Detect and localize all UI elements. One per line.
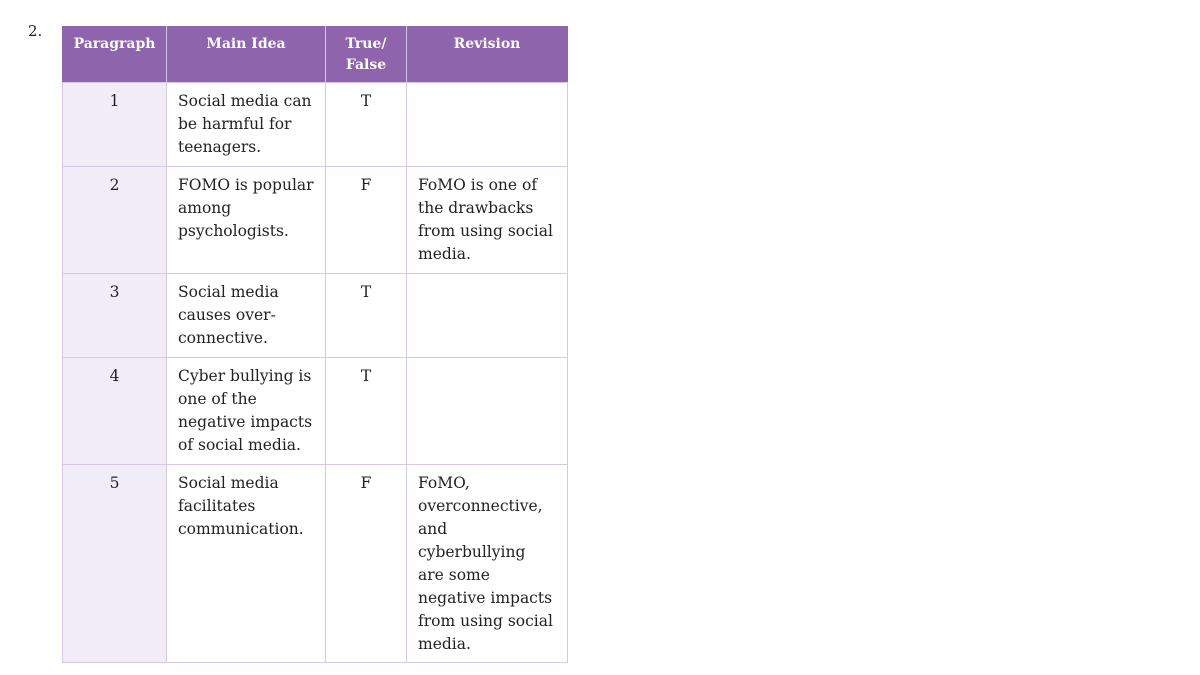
paragraph-cell: 4: [63, 357, 167, 464]
paragraph-cell: 5: [63, 464, 167, 662]
header-true-false: [326, 26, 407, 82]
true-false-cell: F: [326, 464, 407, 662]
question-number: 2.: [28, 22, 43, 40]
main-idea-cell: Social media causes over-connective.: [167, 273, 326, 357]
answer-table: [62, 26, 568, 663]
header-row: [63, 26, 568, 82]
paragraph-cell: 1: [63, 82, 167, 166]
header-revision: Revision: [407, 26, 568, 82]
true-false-cell: T: [326, 273, 407, 357]
main-idea-cell: Social media can be harmful for teenagers.: [167, 82, 326, 166]
revision-cell: [407, 82, 568, 166]
revision-cell: [407, 357, 568, 464]
paragraph-cell: 3: [63, 273, 167, 357]
header-true-false-line1: True/: [345, 36, 387, 52]
true-false-cell: T: [326, 82, 407, 166]
main-idea-cell: Social media facilitates communication.: [167, 464, 326, 662]
header-paragraph: Paragraph: [63, 26, 167, 82]
header-true-false-line2: False: [345, 57, 387, 73]
true-false-cell: T: [326, 357, 407, 464]
true-false-cell: F: [326, 166, 407, 273]
table-row: [63, 82, 568, 166]
header-main-idea: Main Idea: [167, 26, 326, 82]
paragraph-cell: 2: [63, 166, 167, 273]
table-row: [63, 166, 568, 273]
table-row: [63, 357, 568, 464]
main-idea-cell: FOMO is popular among psychologists.: [167, 166, 326, 273]
revision-cell: [407, 273, 568, 357]
main-idea-cell: Cyber bullying is one of the negative impacts of social media.: [167, 357, 326, 464]
revision-cell: FoMO, overconnective, and cyberbullying are some negative impacts from using social media.: [407, 464, 568, 662]
revision-cell: FoMO is one of the drawbacks from using social media.: [407, 166, 568, 273]
table-row: [63, 464, 568, 662]
table-row: [63, 273, 568, 357]
